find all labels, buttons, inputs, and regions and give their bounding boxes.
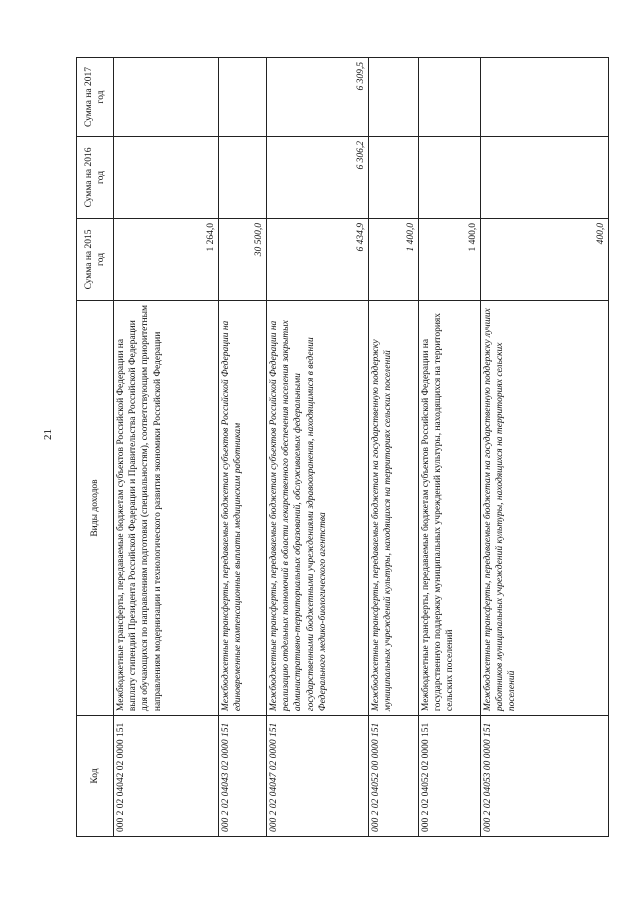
- header-sum-2017: Сумма на 2017 год: [77, 58, 114, 137]
- row-sum-2016: [419, 136, 481, 218]
- row-sum-2017: [114, 58, 219, 137]
- table-row: [419, 58, 481, 837]
- table-row: [267, 58, 369, 837]
- row-sum-2016: [114, 136, 219, 218]
- row-code: 000 2 02 04042 02 0000 151: [114, 716, 219, 837]
- row-sum-2016: [219, 136, 267, 218]
- row-sum-2015: 30 500,0: [219, 218, 267, 300]
- row-code: 000 2 02 04043 02 0000 151: [219, 716, 267, 837]
- page-number: 21: [42, 429, 54, 440]
- row-code: 000 2 02 04052 02 0000 151: [419, 716, 481, 837]
- row-sum-2015: 1 400,0: [369, 218, 419, 300]
- row-kind: Межбюджетные трансферты, передаваемые бюджетам субъектов Российской Федерации на реализацию отдельных полномочий в области лекарственного обеспечения населения закрытых административно-территориальных образований, обслуживаемых федеральными государственными бюджетными учреждениями здравоохранения, находящимися в ведении Федерального медико-биологического агентства: [267, 300, 369, 715]
- row-kind: Межбюджетные трансферты, передаваемые бюджетам на государственную поддержку муниципальных учреждений культуры, находящихся на территориях сельских поселений: [369, 300, 419, 715]
- row-sum-2017: 6 309,5: [267, 58, 369, 137]
- row-sum-2017: [219, 58, 267, 137]
- row-code: 000 2 02 04047 02 0000 151: [267, 716, 369, 837]
- row-sum-2017: [481, 58, 609, 137]
- table-row: [114, 58, 219, 837]
- row-kind: Межбюджетные трансферты, передаваемые бюджетам на государственную поддержку лучших работников муниципальных учреждений культуры, находящихся на территориях сельских поселений: [481, 300, 609, 715]
- table-row: [219, 58, 267, 837]
- row-sum-2016: [481, 136, 609, 218]
- header-sum-2015: Сумма на 2015 год: [77, 218, 114, 300]
- row-kind: Межбюджетные трансферты, передаваемые бюджетам субъектов Российской Федерации на выплату стипендий Президента Российской Федерации и Правительства Российской Федерации для обучающихся по направлениям подготовки (специальностям), соответствующим приоритетным направлениям модернизации и технологического развития экономики Российской Федерации: [114, 300, 219, 715]
- row-sum-2016: 6 306,2: [267, 136, 369, 218]
- row-sum-2017: [419, 58, 481, 137]
- header-kind: Виды доходов: [77, 300, 114, 715]
- row-sum-2017: [369, 58, 419, 137]
- row-sum-2015: 400,0: [481, 218, 609, 300]
- header-sum-2016: Сумма на 2016 год: [77, 136, 114, 218]
- rotated-page: [76, 57, 609, 837]
- row-kind: Межбюджетные трансферты, передаваемые бюджетам субъектов Российской Федерации на государственную поддержку муниципальных учреждений культуры, находящихся на территориях сельских поселений: [419, 300, 481, 715]
- row-sum-2015: 1 264,0: [114, 218, 219, 300]
- row-sum-2015: 6 434,9: [267, 218, 369, 300]
- row-code: 000 2 02 04053 00 0000 151: [481, 716, 609, 837]
- table-row: [481, 58, 609, 837]
- row-kind: Межбюджетные трансферты, передаваемые бюджетам субъектов Российской Федерации на единовременные компенсационные выплаты медицинским работникам: [219, 300, 267, 715]
- revenue-table: [76, 57, 609, 837]
- table-header-row: [77, 58, 114, 837]
- row-sum-2016: [369, 136, 419, 218]
- row-code: 000 2 02 04052 00 0000 151: [369, 716, 419, 837]
- row-sum-2015: 1 400,0: [419, 218, 481, 300]
- table-row: [369, 58, 419, 837]
- header-code: Код: [77, 716, 114, 837]
